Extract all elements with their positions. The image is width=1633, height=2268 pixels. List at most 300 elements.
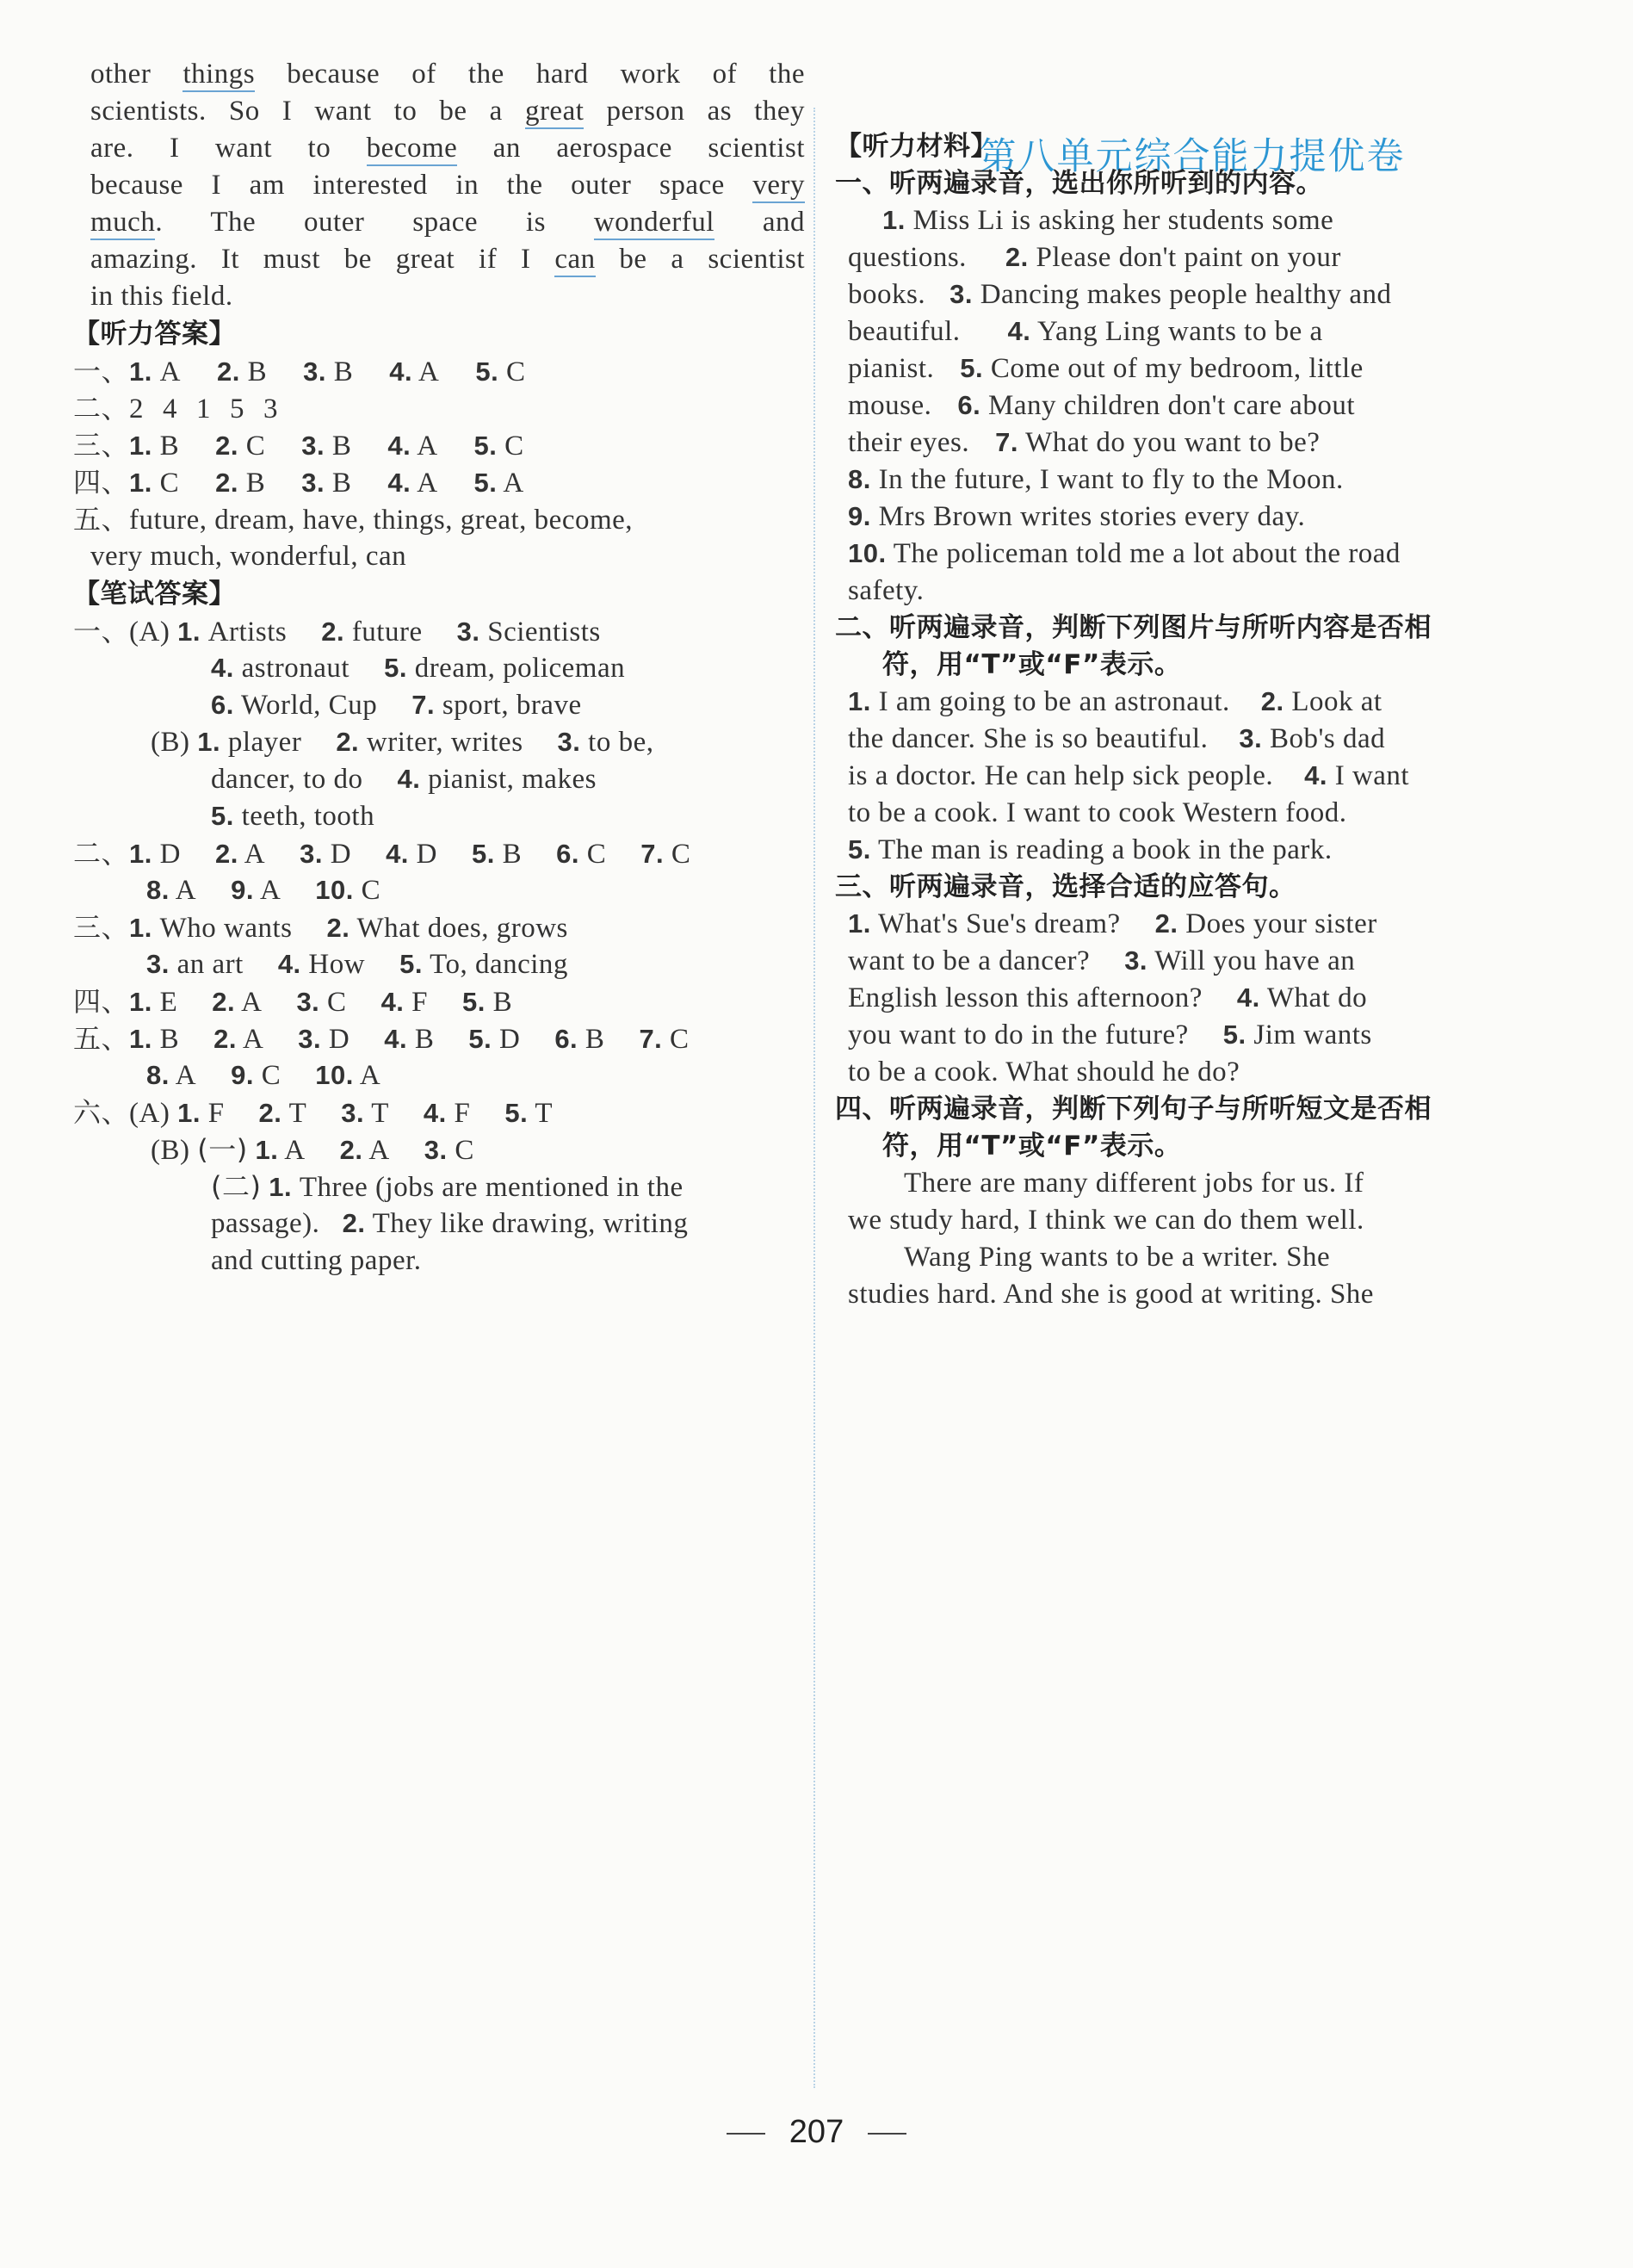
answer-item bbox=[949, 279, 1391, 310]
item-number: 2. bbox=[336, 727, 360, 757]
item-number: 3. bbox=[557, 727, 581, 757]
item-text: C bbox=[504, 431, 524, 462]
answer-item bbox=[474, 431, 524, 462]
item-text: is a doctor. He can help sick people. bbox=[848, 760, 1274, 791]
item-text: Will you have an bbox=[1154, 945, 1356, 976]
item-text: D bbox=[498, 1024, 521, 1055]
item-text: B bbox=[245, 468, 266, 499]
q1-line-6 bbox=[848, 388, 1355, 423]
item-number: 6. bbox=[957, 390, 981, 420]
item-number: 9. bbox=[231, 875, 254, 905]
item-number: 1. bbox=[129, 356, 152, 387]
column-divider bbox=[813, 108, 815, 2088]
item-text: A bbox=[242, 1024, 264, 1055]
item-number: 4. bbox=[380, 987, 405, 1017]
item-text: an art bbox=[176, 949, 244, 980]
item-text: A bbox=[159, 356, 181, 387]
answer-item bbox=[231, 875, 281, 906]
answer-item bbox=[315, 875, 380, 906]
item-text: B bbox=[331, 468, 352, 499]
item-text: T bbox=[288, 1098, 307, 1129]
item-text: F bbox=[411, 987, 429, 1018]
answer-item bbox=[882, 205, 1333, 236]
answer-item bbox=[398, 764, 597, 795]
item-text: Yang Ling wants to be a bbox=[1036, 316, 1323, 347]
answer-item bbox=[848, 390, 931, 421]
answer-item bbox=[1261, 686, 1382, 717]
written-answer-1a-row3 bbox=[211, 688, 582, 722]
item-text: B bbox=[331, 431, 352, 462]
item-number: 4. bbox=[384, 1024, 408, 1054]
answer-item bbox=[327, 913, 568, 944]
answer-item bbox=[381, 987, 428, 1018]
unit-title: 第八单元综合能力提优卷 bbox=[979, 135, 1406, 178]
q1-line-8 bbox=[848, 462, 1344, 497]
answer-item bbox=[848, 464, 1344, 495]
listening-answer-4: 四、1. C 2. B 3. B 4. A 5. A bbox=[73, 466, 524, 499]
listening-answer-1: 一、1. A 2. B 3. B 4. A 5. C bbox=[73, 355, 526, 387]
item-number: 1. bbox=[177, 617, 201, 647]
answer-item bbox=[848, 797, 1347, 828]
q3-line-4 bbox=[848, 1018, 1372, 1052]
answer-item bbox=[848, 279, 925, 310]
answer-item bbox=[848, 686, 1230, 717]
item-number: 4. bbox=[387, 431, 411, 461]
item-number: 2. bbox=[214, 839, 238, 869]
item-text: C bbox=[586, 839, 607, 870]
answer-item bbox=[558, 727, 654, 758]
passage-line-3: are. I want to become an aerospace scientist bbox=[90, 131, 805, 165]
item-text: pianist, makes bbox=[428, 764, 597, 795]
answer-item bbox=[129, 1024, 179, 1055]
item-number: 5. bbox=[384, 653, 407, 683]
q2-line-3 bbox=[848, 759, 1409, 793]
item-text: A bbox=[368, 1135, 390, 1166]
written-answer-1a-row1: 一、(A) 1. Artists 2. future 3. Scientists bbox=[73, 615, 601, 648]
item-text: D bbox=[416, 839, 438, 870]
item-number: 3. bbox=[300, 839, 323, 869]
item-number: 2. bbox=[258, 1098, 282, 1128]
item-text: Come out of my bedroom, little bbox=[990, 353, 1364, 384]
item-number: 5. bbox=[960, 353, 984, 383]
item-number: 9. bbox=[231, 1060, 254, 1090]
item-number: 1. bbox=[129, 839, 152, 869]
item-number: 8. bbox=[146, 875, 170, 905]
written-answer-1b-row1: (B) 1. player 2. writer, writes 3. to be, bbox=[151, 727, 654, 758]
answer-item bbox=[960, 353, 1364, 384]
listening-answers-heading: 【听力答案】 bbox=[73, 319, 236, 350]
written-answer-1b-row2 bbox=[211, 762, 597, 796]
answer-item bbox=[129, 431, 179, 462]
item-text: sport, brave bbox=[442, 690, 582, 721]
item-number: 2. bbox=[215, 468, 238, 498]
answer-item bbox=[848, 353, 934, 384]
item-text: teeth, tooth bbox=[241, 801, 375, 832]
answer-item bbox=[468, 1024, 520, 1055]
item-text: to be a cook. I want to cook Western food. bbox=[848, 797, 1347, 828]
item-text: player bbox=[227, 727, 302, 758]
answer-item bbox=[474, 468, 524, 499]
item-text: A bbox=[175, 1060, 197, 1091]
answer-item bbox=[1237, 982, 1367, 1013]
item-text: their eyes. bbox=[848, 427, 970, 458]
answer-item bbox=[129, 356, 181, 387]
answer-item bbox=[848, 316, 961, 347]
item-text: F bbox=[454, 1098, 471, 1129]
item-number: 2. bbox=[326, 913, 350, 943]
answer-item bbox=[336, 727, 523, 758]
answer-word: things bbox=[182, 59, 255, 92]
item-text: B bbox=[585, 1024, 605, 1055]
item-text: A bbox=[417, 468, 438, 499]
passage-line-6: amazing. It must be great if I can be a scientist bbox=[90, 242, 805, 276]
written-answers-heading: 【笔试答案】 bbox=[73, 579, 236, 610]
answer-item bbox=[146, 875, 196, 906]
item-number: 7. bbox=[995, 427, 1018, 457]
item-text: The policeman told me a lot about the road bbox=[893, 538, 1401, 569]
item-number: 5. bbox=[468, 1024, 492, 1054]
answer-item bbox=[424, 1098, 470, 1129]
answer-item bbox=[848, 427, 969, 458]
item-text: Miss Li is asking her students some bbox=[912, 205, 1334, 236]
item-text: D bbox=[159, 839, 181, 870]
answer-item bbox=[301, 468, 351, 499]
item-number: 5. bbox=[504, 1098, 529, 1128]
item-text: What do you want to be? bbox=[1025, 427, 1321, 458]
item-number: 1. bbox=[197, 727, 221, 757]
item-number: 4. bbox=[423, 1098, 447, 1128]
item-number: 1. bbox=[129, 1024, 152, 1054]
item-number: 2. bbox=[215, 431, 238, 461]
item-number: 3. bbox=[341, 1098, 365, 1128]
item-text: A bbox=[417, 431, 438, 462]
answer-item bbox=[278, 949, 365, 980]
q3-line-5: to be a cook. What should he do? bbox=[848, 1057, 1240, 1088]
item-text: C bbox=[245, 431, 266, 462]
item-number: 5. bbox=[473, 468, 498, 498]
answer-item bbox=[215, 431, 265, 462]
written-answer-5-row2 bbox=[146, 1058, 380, 1093]
item-text: The man is reading a book in the park. bbox=[878, 834, 1333, 865]
q1-line-1 bbox=[882, 203, 1333, 238]
listening-material-heading: 【听力材料】 bbox=[835, 131, 998, 162]
item-number: 9. bbox=[848, 501, 871, 531]
item-number: 6. bbox=[556, 839, 579, 869]
q2-line-5 bbox=[848, 833, 1333, 867]
item-number: 7. bbox=[411, 690, 436, 720]
item-number: 3. bbox=[146, 949, 170, 979]
item-text: Please don't paint on your bbox=[1036, 242, 1341, 273]
q3-line-2 bbox=[848, 944, 1355, 978]
item-text: questions. bbox=[848, 242, 967, 273]
item-text: A bbox=[359, 1060, 381, 1091]
item-number: 6. bbox=[554, 1024, 578, 1054]
passage-line-1: other things because of the hard work of the bbox=[90, 57, 805, 91]
item-number: 5. bbox=[848, 834, 871, 864]
written-answer-6b-part2-line3: and cutting paper. bbox=[211, 1245, 422, 1276]
answer-item bbox=[848, 760, 1273, 791]
item-number: 4. bbox=[397, 764, 421, 794]
q1-line-11: safety. bbox=[848, 575, 925, 606]
question-4-instruction: 四、听两遍录音，判断下列句子与所听短文是否相 bbox=[835, 1094, 1432, 1125]
item-text: What do bbox=[1266, 982, 1368, 1013]
answer-item bbox=[129, 987, 177, 1018]
item-text: What's Sue's dream? bbox=[878, 908, 1121, 939]
question-1-instruction: 一、听两遍录音，选出你所听到的内容。 bbox=[835, 168, 1323, 199]
answer-item bbox=[475, 356, 525, 387]
answer-item bbox=[848, 501, 1305, 532]
item-text: future bbox=[351, 617, 423, 648]
answer-item bbox=[213, 1024, 263, 1055]
item-text: World, Cup bbox=[241, 690, 378, 721]
passage-line-7: in this field. bbox=[90, 281, 233, 312]
item-number: 4. bbox=[1304, 760, 1327, 790]
item-number: 1. bbox=[848, 908, 871, 939]
item-text: Who wants bbox=[159, 913, 293, 944]
answer-item bbox=[303, 356, 353, 387]
answer-item bbox=[848, 242, 967, 273]
item-number: 2. bbox=[216, 356, 240, 387]
answer-item bbox=[129, 839, 181, 870]
item-text: I am going to be an astronaut. bbox=[878, 686, 1230, 717]
answer-word: can bbox=[554, 244, 595, 277]
answer-item bbox=[296, 987, 346, 1018]
item-text: A bbox=[418, 356, 440, 387]
written-answer-2-row2 bbox=[146, 873, 380, 908]
item-number: 4. bbox=[277, 949, 301, 979]
q4-passage-line-1: There are many different jobs for us. If bbox=[904, 1168, 1364, 1199]
q1-line-9 bbox=[848, 499, 1305, 534]
question-2-instruction-cont: 符，用“T”或“F”表示。 bbox=[882, 649, 1182, 680]
item-number: 5. bbox=[472, 839, 495, 869]
item-text: mouse. bbox=[848, 390, 932, 421]
item-text: C bbox=[670, 1024, 690, 1055]
answer-item bbox=[389, 356, 439, 387]
answer-item bbox=[848, 1019, 1189, 1050]
item-number: 2. bbox=[339, 1135, 363, 1165]
answer-item bbox=[315, 1060, 380, 1091]
item-text: A bbox=[259, 875, 281, 906]
answer-item bbox=[386, 839, 437, 870]
q1-line-3 bbox=[848, 277, 1392, 312]
item-text: B bbox=[502, 839, 523, 870]
answer-item bbox=[640, 839, 690, 870]
answer-item bbox=[146, 949, 244, 980]
item-number: 3. bbox=[298, 1024, 322, 1054]
answer-item bbox=[177, 617, 287, 648]
item-number: 10. bbox=[848, 538, 887, 568]
answer-item bbox=[462, 987, 512, 1018]
item-number: 2. bbox=[212, 987, 236, 1017]
item-text: I want bbox=[1334, 760, 1410, 791]
item-number: 2. bbox=[1260, 686, 1284, 716]
item-text: C bbox=[505, 356, 526, 387]
answer-item bbox=[1239, 723, 1385, 754]
item-text: writer, writes bbox=[366, 727, 523, 758]
item-number: 3. bbox=[1239, 723, 1263, 753]
question-4-instruction-cont: 符，用“T”或“F”表示。 bbox=[882, 1131, 1182, 1162]
item-text: dancer, to do bbox=[211, 764, 363, 795]
item-number: 7. bbox=[640, 839, 665, 869]
item-text: dream, policeman bbox=[414, 653, 626, 684]
item-number: 5. bbox=[1222, 1019, 1246, 1050]
answer-item bbox=[848, 908, 1121, 939]
answer-item bbox=[255, 1135, 305, 1166]
item-number: 3. bbox=[301, 431, 325, 461]
answer-item bbox=[384, 653, 625, 684]
item-number: 4. bbox=[389, 356, 413, 387]
item-text: pianist. bbox=[848, 353, 935, 384]
item-text: beautiful. bbox=[848, 316, 961, 347]
answer-item bbox=[848, 723, 1208, 754]
item-number: 1. bbox=[129, 987, 152, 1017]
page-number: 207 bbox=[0, 2114, 1633, 2151]
q2-line-4 bbox=[848, 796, 1347, 830]
answer-item bbox=[301, 431, 351, 462]
passage-line-4: because I am interested in the outer space very bbox=[90, 168, 805, 202]
answer-item bbox=[387, 468, 437, 499]
item-text: B bbox=[159, 1024, 180, 1055]
answer-item bbox=[1304, 760, 1409, 791]
answer-item bbox=[340, 1135, 390, 1166]
q1-line-7 bbox=[848, 425, 1320, 460]
item-number: 8. bbox=[146, 1060, 170, 1090]
answer-item bbox=[457, 617, 601, 648]
item-number: 2. bbox=[321, 617, 345, 647]
q1-line-5 bbox=[848, 351, 1364, 386]
answer-item bbox=[215, 468, 265, 499]
answer-item bbox=[848, 982, 1203, 1013]
answer-item bbox=[1005, 242, 1341, 273]
answer-item bbox=[411, 690, 581, 721]
q1-line-10 bbox=[848, 536, 1401, 571]
item-text: T bbox=[535, 1098, 554, 1129]
item-number: 5. bbox=[211, 801, 234, 831]
item-text: C bbox=[455, 1135, 474, 1166]
answer-word: great bbox=[525, 96, 584, 129]
item-text: B bbox=[333, 356, 354, 387]
answer-word: become bbox=[367, 133, 458, 166]
item-number: 1. bbox=[882, 205, 906, 235]
item-text: How bbox=[308, 949, 366, 980]
item-number: 1. bbox=[255, 1135, 279, 1165]
written-answer-1b-row3 bbox=[211, 799, 374, 833]
item-text: To, dancing bbox=[430, 949, 568, 980]
answer-item bbox=[1223, 1019, 1372, 1050]
written-answer-3-row2 bbox=[146, 947, 568, 982]
answer-item bbox=[259, 1098, 307, 1129]
answer-item bbox=[211, 801, 374, 832]
answer-item bbox=[298, 1024, 349, 1055]
item-number: 10. bbox=[315, 875, 354, 905]
item-text: A bbox=[244, 839, 266, 870]
item-number: 8. bbox=[848, 464, 871, 494]
answer-item bbox=[129, 913, 293, 944]
answer-item bbox=[197, 727, 301, 758]
item-number: 5. bbox=[462, 987, 486, 1017]
answer-item bbox=[215, 839, 265, 870]
answer-item bbox=[554, 1024, 604, 1055]
q3-line-3 bbox=[848, 981, 1367, 1015]
item-text: Does your sister bbox=[1185, 908, 1377, 939]
item-text: you want to do in the future? bbox=[848, 1019, 1189, 1050]
item-text: A bbox=[284, 1135, 306, 1166]
item-text: B bbox=[414, 1024, 435, 1055]
answer-item bbox=[957, 390, 1355, 421]
answer-item bbox=[211, 764, 363, 795]
item-text: A bbox=[241, 987, 263, 1018]
item-text: A bbox=[503, 468, 524, 499]
passage-line-5: much. The outer space is wonderful and bbox=[90, 205, 805, 239]
answer-item bbox=[217, 356, 267, 387]
q4-passage-line-4: studies hard. And she is good at writing. She bbox=[848, 1279, 1374, 1310]
item-number: 3. bbox=[424, 1135, 448, 1165]
answer-item bbox=[1124, 945, 1355, 976]
item-text: C bbox=[671, 839, 691, 870]
answer-item bbox=[1008, 316, 1323, 347]
written-answer-1a-row2 bbox=[211, 651, 625, 685]
q1-line-2 bbox=[848, 240, 1341, 275]
item-text: Look at bbox=[1291, 686, 1382, 717]
item-text: C bbox=[327, 987, 347, 1018]
passage-line-2: scientists. So I want to be a great person as they bbox=[90, 94, 805, 128]
item-text: English lesson this afternoon? bbox=[848, 982, 1203, 1013]
written-answer-6b-part1: (B) (一) 1. A 2. A 3. C bbox=[151, 1133, 474, 1166]
q4-passage-line-2: we study hard, I think we can do them well. bbox=[848, 1205, 1364, 1236]
listening-answer-5-cont: very much, wonderful, can bbox=[90, 541, 407, 572]
item-number: 3. bbox=[1124, 945, 1148, 976]
answer-item bbox=[146, 1060, 196, 1091]
item-number: 2. bbox=[1154, 908, 1178, 939]
item-number: 1. bbox=[848, 686, 871, 716]
item-number: 4. bbox=[211, 653, 234, 683]
item-number: 4. bbox=[1236, 982, 1260, 1013]
answer-item bbox=[848, 538, 1401, 569]
item-text: Many children don't care about bbox=[988, 390, 1356, 421]
item-number: 7. bbox=[639, 1024, 663, 1054]
item-number: 3. bbox=[456, 617, 480, 647]
item-text: C bbox=[159, 468, 180, 499]
item-text: want to be a dancer? bbox=[848, 945, 1091, 976]
item-text: In the future, I want to fly to the Moon. bbox=[878, 464, 1344, 495]
answer-item bbox=[211, 690, 377, 721]
item-number: 3. bbox=[949, 279, 973, 309]
answer-item bbox=[231, 1060, 281, 1091]
item-number: 5. bbox=[475, 356, 499, 387]
item-text: books. bbox=[848, 279, 926, 310]
q1-line-4 bbox=[848, 314, 1323, 349]
answer-item bbox=[341, 1098, 389, 1129]
question-2-instruction: 二、听两遍录音，判断下列图片与所听内容是否相 bbox=[835, 612, 1432, 643]
answer-item bbox=[848, 834, 1333, 865]
item-number: 1. bbox=[129, 468, 152, 498]
item-text: D bbox=[330, 839, 352, 870]
answer-word: wonderful bbox=[594, 207, 714, 240]
item-text: C bbox=[261, 1060, 281, 1091]
answer-item bbox=[424, 1135, 474, 1166]
item-number: 5. bbox=[473, 431, 498, 461]
answer-item bbox=[472, 839, 522, 870]
answer-word: very bbox=[752, 170, 805, 203]
q4-passage-line-3: Wang Ping wants to be a writer. She bbox=[904, 1242, 1331, 1273]
item-text: B bbox=[247, 356, 268, 387]
item-text: to be, bbox=[588, 727, 654, 758]
answer-item bbox=[387, 431, 437, 462]
answer-item bbox=[384, 1024, 434, 1055]
answer-item bbox=[556, 839, 606, 870]
written-answer-3-row1: 三、1. Who wants 2. What does, grows bbox=[73, 911, 568, 944]
item-text: Dancing makes people healthy and bbox=[980, 279, 1392, 310]
